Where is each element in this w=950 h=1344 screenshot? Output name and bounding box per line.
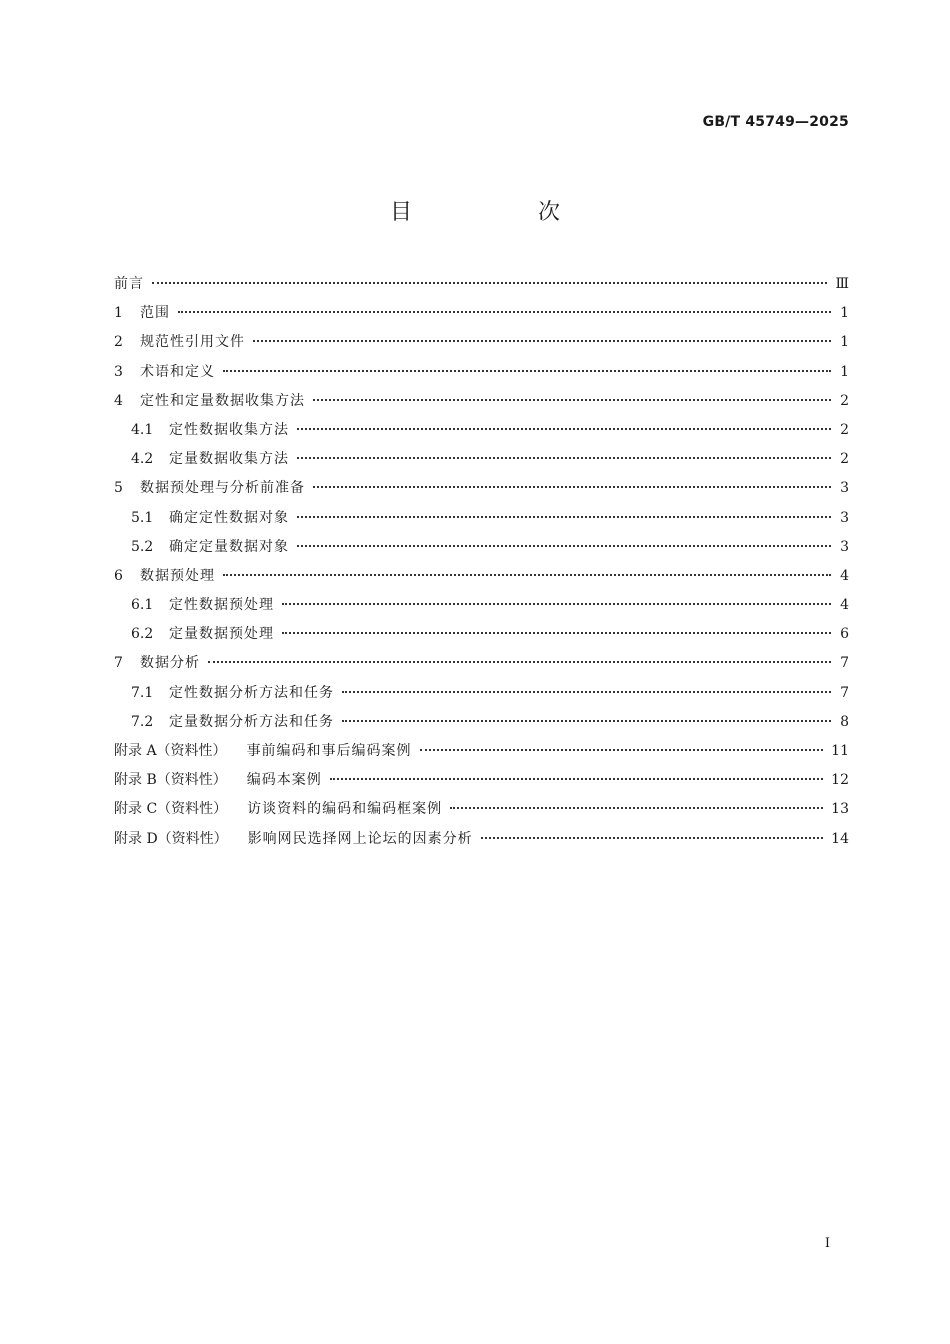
toc-entry[interactable] [114,795,849,824]
toc-entry-label: 定性和定量数据收集方法 [140,392,305,409]
toc-entry[interactable] [114,445,849,474]
toc-entry[interactable] [114,708,849,737]
toc-entry-label: 定量数据分析方法和任务 [169,713,334,730]
toc-entry-number: 7.1 [131,684,154,701]
toc-entry[interactable] [114,825,849,854]
toc-entry-label: 数据分析 [140,655,200,672]
toc-entry-number: 附录 C（资料性） [114,801,228,818]
toc-dot-leader [330,778,823,780]
toc-entry[interactable] [114,504,849,533]
toc-dot-leader [297,545,831,547]
toc-entry-number: 7.2 [131,713,154,730]
toc-entry-page: 6 [840,626,849,643]
toc-entry-label: 定性数据收集方法 [169,421,289,438]
toc-entry-page: 4 [840,597,849,614]
toc-entry-label: 定量数据预处理 [169,626,274,643]
toc-entry-number: 5.1 [131,509,154,526]
toc-entry-label: 规范性引用文件 [140,334,245,351]
toc-entry-page: 14 [831,830,849,847]
toc-entry-number: 附录 D（资料性） [114,830,228,847]
toc-entry-label: 影响网民选择网上论坛的因素分析 [247,830,473,847]
toc-entry-label: 编码本案例 [246,772,322,789]
toc-entry-label: 定量数据收集方法 [169,451,289,468]
toc-entry-number: 7 [114,655,123,672]
toc-dot-leader [282,603,831,605]
toc-entry-page: 4 [840,567,849,584]
toc-entry-label: 事前编码和事后编码案例 [246,743,412,759]
toc-entry[interactable] [114,299,849,328]
toc-entry-number: 4.1 [131,421,154,438]
toc-entry[interactable] [114,562,849,591]
toc-entry-label: 确定定量数据对象 [169,538,289,555]
table-of-contents [114,270,849,854]
toc-entry[interactable] [114,766,849,795]
toc-dot-leader [178,311,831,313]
toc-dot-leader [342,720,831,722]
toc-entry[interactable] [114,358,849,387]
toc-entry[interactable] [114,679,849,708]
toc-dot-leader [152,282,827,284]
page-number: I [824,1236,830,1251]
toc-entry-page: 3 [840,538,849,555]
toc-dot-leader [313,486,831,488]
toc-entry-label: 术语和定义 [140,363,215,380]
toc-dot-leader [297,516,831,518]
toc-dot-leader [313,399,831,401]
toc-entry-number: 5 [114,480,123,497]
toc-entry-number: 6.2 [131,626,154,643]
toc-entry-number: 2 [114,334,123,351]
toc-dot-leader [223,574,831,576]
toc-entry-number: 1 [114,305,123,322]
toc-entry-number: 6 [114,567,123,584]
toc-entry-page: 11 [831,743,849,759]
toc-entry-page: 8 [840,713,849,730]
toc-dot-leader [253,340,831,342]
toc-entry-number: 6.1 [131,597,154,614]
toc-entry-page: 3 [840,509,849,526]
toc-dot-leader [342,691,831,693]
toc-dot-leader [223,370,831,372]
toc-entry[interactable] [114,387,849,416]
page-title: 目 次 [389,200,612,225]
toc-entry[interactable] [114,737,849,766]
toc-entry-label: 数据预处理 [140,567,215,584]
toc-entry-label: 确定定性数据对象 [169,509,289,526]
toc-entry-number: 4.2 [131,451,154,468]
toc-entry-number: 3 [114,363,123,380]
toc-dot-leader [420,749,824,751]
toc-entry[interactable] [114,328,849,357]
toc-entry-page: 7 [840,684,849,701]
toc-entry-number: 5.2 [131,538,154,555]
toc-entry-page: 1 [840,305,849,322]
toc-entry[interactable] [114,416,849,445]
toc-dot-leader [450,807,823,809]
toc-entry-page: 7 [840,655,849,672]
toc-entry-page: 1 [840,334,849,351]
toc-entry-page: 2 [840,392,849,409]
toc-entry[interactable] [114,591,849,620]
toc-entry-label: 定性数据预处理 [169,597,274,614]
toc-entry-page: 1 [840,363,849,380]
toc-entry-label: 定性数据分析方法和任务 [169,684,334,701]
toc-entry-label: 前言 [114,276,144,292]
toc-entry-label: 数据预处理与分析前准备 [140,480,305,497]
toc-entry-page: 13 [831,801,849,818]
toc-entry[interactable] [114,270,849,299]
toc-entry[interactable] [114,474,849,503]
toc-dot-leader [297,428,831,430]
toc-entry-page: 12 [831,772,849,789]
toc-entry-page: 3 [840,480,849,497]
toc-entry-page: Ⅲ [835,276,849,292]
toc-entry[interactable] [114,620,849,649]
toc-dot-leader [208,661,831,663]
toc-entry-label: 范围 [140,305,170,322]
toc-entry-number: 4 [114,392,123,409]
toc-entry-page: 2 [840,451,849,468]
toc-entry-number: 附录 B（资料性） [114,772,227,789]
toc-entry[interactable] [114,649,849,678]
toc-dot-leader [297,457,831,459]
toc-entry-page: 2 [840,421,849,438]
toc-entry[interactable] [114,533,849,562]
standard-number: GB/T 45749—2025 [702,114,849,130]
toc-entry-number: 附录 A（资料性） [114,743,227,759]
toc-dot-leader [481,837,823,839]
toc-dot-leader [282,632,831,634]
toc-entry-label: 访谈资料的编码和编码框案例 [247,801,443,818]
